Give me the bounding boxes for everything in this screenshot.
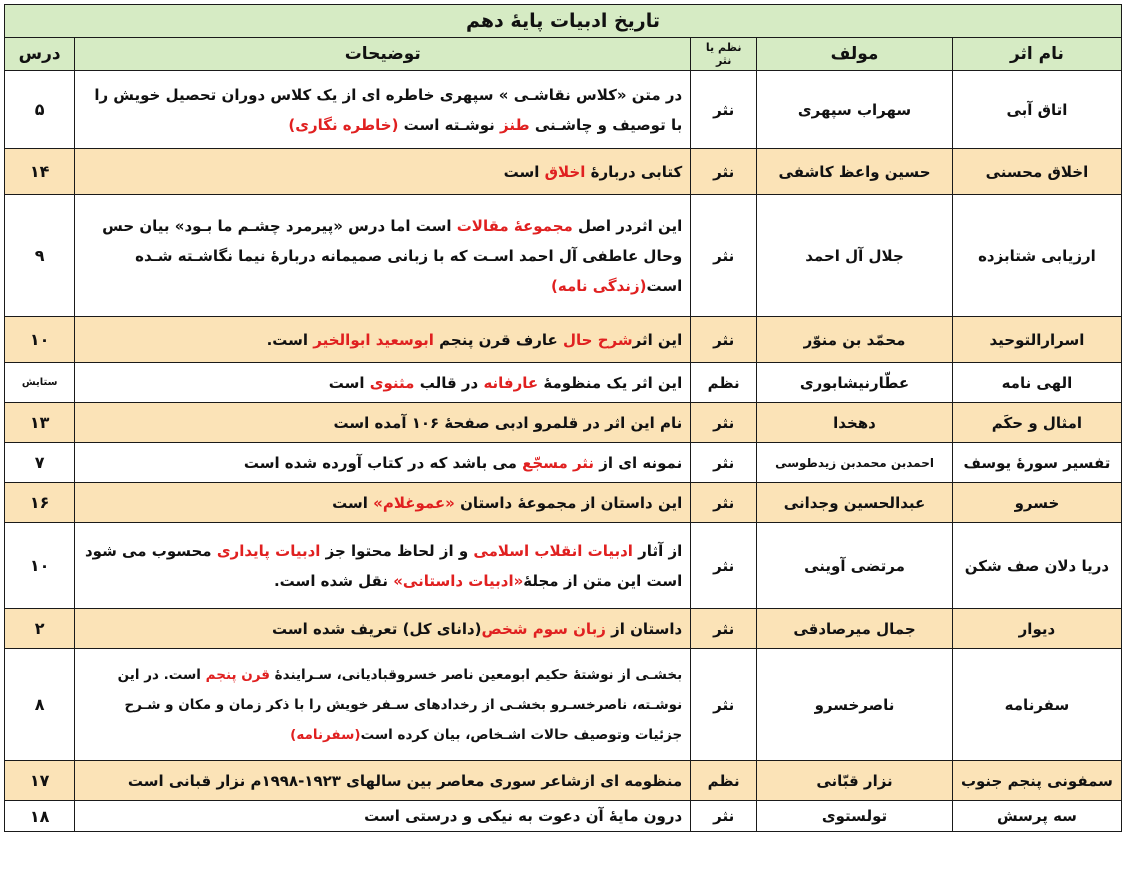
- table-row: [5, 149, 1122, 195]
- kind-cell: نثر: [691, 403, 757, 443]
- header-author: مولف: [757, 38, 953, 71]
- table-row: [5, 195, 1122, 317]
- work-name-cell: اتاق آبی: [952, 71, 1121, 149]
- lesson-number-cell: ۹: [5, 195, 75, 317]
- work-name-cell: اسرارالتوحید: [952, 317, 1121, 363]
- lesson-number-cell: ۵: [5, 71, 75, 149]
- lesson-number-cell: ۲: [5, 609, 75, 649]
- kind-cell: نثر: [691, 609, 757, 649]
- work-name-cell: الهی نامه: [952, 363, 1121, 403]
- work-name-cell: سه پرسش: [952, 801, 1121, 832]
- work-name-cell: سفرنامه: [952, 649, 1121, 761]
- table-title-row: [5, 5, 1122, 38]
- lesson-number-cell: ۸: [5, 649, 75, 761]
- author-cell: ناصرخسرو: [757, 649, 953, 761]
- author-cell: عطّارنیشابوری: [757, 363, 953, 403]
- kind-cell: نثر: [691, 195, 757, 317]
- header-name: نام اثر: [952, 38, 1121, 71]
- description-cell: [75, 317, 691, 363]
- header-description: توضیحات: [75, 38, 691, 71]
- lesson-number-cell: ستایش: [5, 363, 75, 403]
- highlighted-text: قرن پنجم: [205, 666, 270, 683]
- table-row: [5, 443, 1122, 483]
- description-text: این اثر: [632, 330, 683, 349]
- highlighted-text: نثر مسجّع: [522, 453, 595, 472]
- description-text: و از لحاظ محتوا جز: [320, 541, 474, 560]
- table-header-row: [5, 38, 1122, 71]
- highlighted-text: زبان سوم شخص: [481, 619, 606, 638]
- description-text: داستان از: [605, 619, 683, 638]
- description-text: است: [503, 162, 545, 181]
- description-text: محسوب می شود است این متن از مجلۀ: [84, 541, 683, 590]
- author-cell: مرتضی آوینی: [757, 523, 953, 609]
- author-cell: احمدبن محمدبن زیدطوسی: [757, 443, 953, 483]
- author-cell: عبدالحسین وجدانی: [757, 483, 953, 523]
- author-cell: جلال آل احمد: [757, 195, 953, 317]
- highlighted-text: (زندگی نامه): [551, 276, 647, 295]
- description-cell: [75, 363, 691, 403]
- author-cell: محمّد بن منوّر: [757, 317, 953, 363]
- description-text: درون مایۀ آن دعوت به نیکی و درستی است: [364, 807, 683, 825]
- author-cell: حسین واعظ کاشفی: [757, 149, 953, 195]
- work-name-cell: اخلاق محسنی: [952, 149, 1121, 195]
- literature-history-table: [4, 4, 1122, 832]
- description-cell: [75, 443, 691, 483]
- table-row: [5, 609, 1122, 649]
- work-name-cell: ارزیابی شتابزده: [952, 195, 1121, 317]
- table-row: [5, 649, 1122, 761]
- description-cell: [75, 523, 691, 609]
- description-text: کتابی دربارۀ: [585, 162, 683, 181]
- kind-cell: نثر: [691, 317, 757, 363]
- description-text: این اثردر اصل: [572, 216, 683, 235]
- description-text: عارف قرن پنجم: [433, 330, 564, 349]
- header-lesson: درس: [5, 38, 75, 71]
- description-text: است: [332, 493, 374, 512]
- author-cell: جمال میرصادقی: [757, 609, 953, 649]
- highlighted-text: مثنوی: [369, 373, 415, 392]
- description-text: در متن «کلاس نقاشـی » سپهری خاطره ای از یک کلاس دوران تحصیل خویش را با توصیف و چاشـنی: [94, 85, 683, 134]
- description-text: است: [328, 373, 370, 392]
- table-row: [5, 317, 1122, 363]
- kind-cell: نظم: [691, 363, 757, 403]
- description-text: نمونه ای از: [594, 453, 683, 472]
- table-row: [5, 403, 1122, 443]
- work-name-cell: تفسیر سورۀ یوسف: [952, 443, 1121, 483]
- description-cell: [75, 195, 691, 317]
- description-cell: [75, 149, 691, 195]
- description-text: است اما درس «پیرمرد چشـم ما بـود» بیان حس وحال عاطفی آل احمد اسـت که با زبانی صمیمانه دربارۀ نیما نگاشـته شـده است: [102, 216, 683, 295]
- highlighted-text: ادبیات انقلاب اسلامی: [473, 541, 633, 560]
- table-title: تاریخ ادبیات پایۀ دهم: [5, 5, 1122, 38]
- highlighted-text: طنز: [500, 115, 530, 134]
- header-kind: نظم یا نثر: [691, 38, 757, 71]
- description-text: (دانای کل) تعریف شده است: [271, 619, 482, 638]
- work-name-cell: دریا دلان صف شکن: [952, 523, 1121, 609]
- table-row: [5, 363, 1122, 403]
- kind-cell: نثر: [691, 483, 757, 523]
- highlighted-text: اخلاق: [544, 162, 586, 181]
- description-text: این اثر یک منظومۀ: [538, 373, 683, 392]
- table-row: [5, 71, 1122, 149]
- lesson-number-cell: ۱۳: [5, 403, 75, 443]
- description-cell: [75, 609, 691, 649]
- lesson-number-cell: ۱۷: [5, 761, 75, 801]
- highlighted-text: ادبیات پایداری: [216, 541, 321, 560]
- lesson-number-cell: ۱۶: [5, 483, 75, 523]
- author-cell: دهخدا: [757, 403, 953, 443]
- table-row: [5, 761, 1122, 801]
- kind-cell: نثر: [691, 443, 757, 483]
- lesson-number-cell: ۱۰: [5, 317, 75, 363]
- work-name-cell: سمفونی پنجم جنوب: [952, 761, 1121, 801]
- author-cell: نزار قبّانی: [757, 761, 953, 801]
- table-row: [5, 801, 1122, 832]
- highlighted-text: شرح حال: [563, 330, 633, 349]
- work-name-cell: خسرو: [952, 483, 1121, 523]
- description-cell: [75, 483, 691, 523]
- work-name-cell: دیوار: [952, 609, 1121, 649]
- author-cell: تولستوی: [757, 801, 953, 832]
- description-cell: [75, 71, 691, 149]
- description-text: نام این اثر در قلمرو ادبی صفحۀ ۱۰۶ آمده است: [333, 413, 683, 432]
- highlighted-text: (سفرنامه): [290, 726, 361, 743]
- highlighted-text: «ادبیات داستانی»: [393, 571, 524, 590]
- description-cell: [75, 801, 691, 832]
- kind-cell: نثر: [691, 649, 757, 761]
- description-cell: [75, 761, 691, 801]
- description-text: است.: [266, 330, 314, 349]
- description-text: نوشـته است: [398, 115, 500, 134]
- kind-cell: نظم: [691, 761, 757, 801]
- author-cell: سهراب سپهری: [757, 71, 953, 149]
- kind-cell: نثر: [691, 71, 757, 149]
- table-row: [5, 523, 1122, 609]
- work-name-cell: امثال و حکَم: [952, 403, 1121, 443]
- kind-cell: نثر: [691, 523, 757, 609]
- description-text: در قالب: [414, 373, 484, 392]
- lesson-number-cell: ۱۰: [5, 523, 75, 609]
- description-cell: [75, 403, 691, 443]
- lesson-number-cell: ۱۴: [5, 149, 75, 195]
- table-row: [5, 483, 1122, 523]
- kind-cell: نثر: [691, 149, 757, 195]
- description-text: بخشـی از نوشتۀ حکیم ابومعین ناصر خسروقبادیانی، سـرایندۀ: [269, 666, 683, 683]
- description-cell: [75, 649, 691, 761]
- lesson-number-cell: ۷: [5, 443, 75, 483]
- literature-table-sheet: [4, 4, 1122, 832]
- description-text: از آثار: [632, 541, 683, 560]
- highlighted-text: (خاطره نگاری): [288, 115, 399, 134]
- description-text: نقل شده است.: [273, 571, 394, 590]
- highlighted-text: مجموعۀ مقالات: [456, 216, 573, 235]
- lesson-number-cell: ۱۸: [5, 801, 75, 832]
- highlighted-text: ابوسعید ابوالخیر: [313, 330, 434, 349]
- highlighted-text: «عموغلام»: [373, 493, 455, 512]
- description-text: می باشد که در کتاب آورده شده است: [243, 453, 523, 472]
- description-text: منظومه ای ازشاعر سوری معاصر بین سالهای ۱۹۲۳-۱۹۹۸م نزار قبانی است: [127, 771, 683, 790]
- description-text: این داستان از مجموعۀ داستان: [454, 493, 683, 512]
- description-text: است. در این نوشـته، ناصرخسـرو بخشـی از رخدادهای سـفر خویش را با ذکر زمان و مکان و شـرح جزئیات وتوصیف حالات اشـخاص، بیان کرده است: [117, 666, 683, 743]
- kind-cell: نثر: [691, 801, 757, 832]
- highlighted-text: عارفانه: [483, 373, 539, 392]
